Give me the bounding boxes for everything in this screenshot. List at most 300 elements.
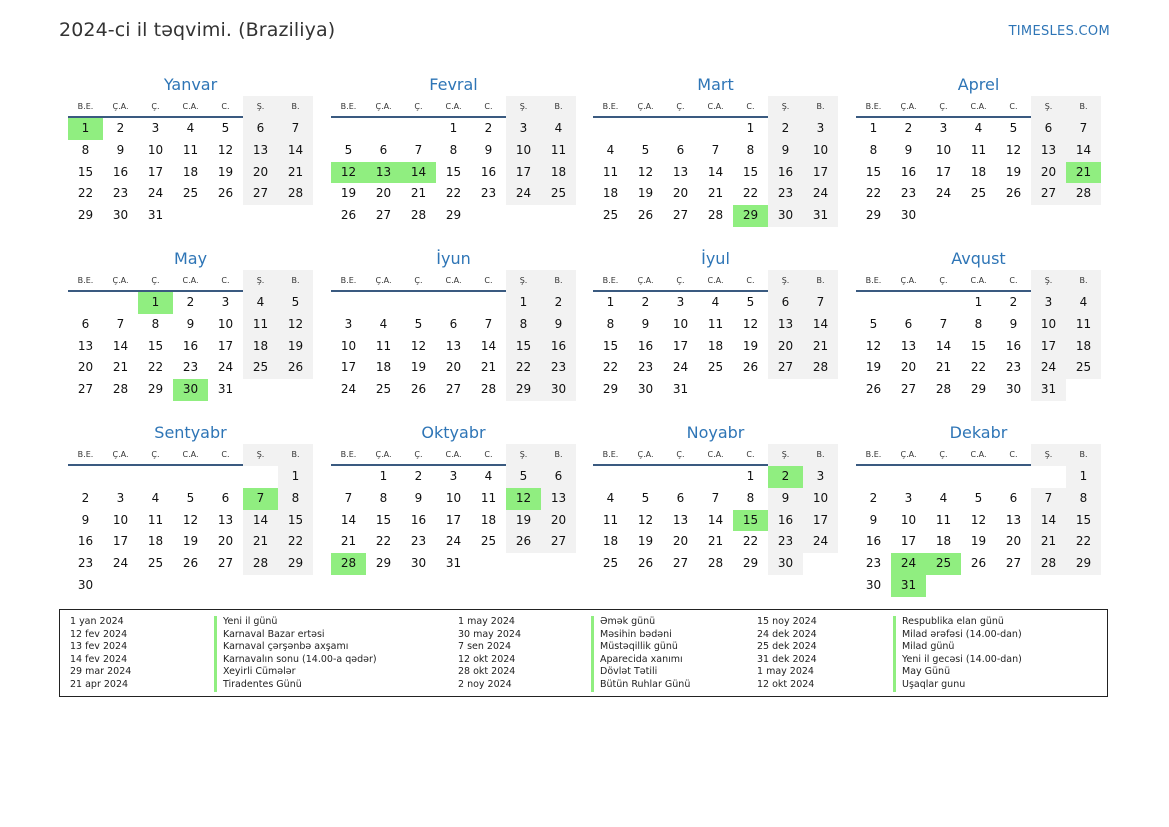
day-cell[interactable]: 26 [637,556,654,571]
day-cell[interactable]: 28 [480,382,497,397]
holiday-day-cell[interactable]: 12 [506,488,541,510]
day-cell[interactable]: 21 [340,534,357,549]
day-cell[interactable]: 8 [974,316,983,331]
day-cell[interactable]: 1 [606,295,615,309]
day-cell[interactable]: 23 [637,360,654,375]
holiday-day-cell[interactable]: 7 [243,488,278,510]
day-cell[interactable]: 9 [768,488,803,510]
day-cell[interactable]: 7 [1031,488,1066,510]
day-cell[interactable]: 28 [410,208,427,223]
day-cell[interactable]: 5 [344,142,353,157]
day-cell[interactable]: 25 [1066,357,1101,379]
day-cell[interactable]: 16 [1005,338,1022,353]
day-cell[interactable]: 27 [77,382,94,397]
day-cell[interactable]: 28 [1066,183,1101,205]
day-cell[interactable]: 18 [541,162,576,184]
day-cell[interactable]: 26 [970,556,987,571]
day-cell[interactable]: 30 [768,553,803,575]
day-cell[interactable]: 22 [445,186,462,201]
day-cell[interactable]: 30 [410,556,427,571]
day-cell[interactable]: 2 [81,490,90,505]
day-cell[interactable]: 22 [147,360,164,375]
day-cell[interactable]: 14 [340,512,357,527]
day-cell[interactable]: 12 [182,512,199,527]
day-cell[interactable]: 6 [768,292,803,314]
day-cell[interactable]: 6 [904,316,913,331]
day-cell[interactable]: 11 [182,142,199,157]
day-cell[interactable]: 29 [1066,553,1101,575]
day-cell[interactable]: 27 [900,382,917,397]
day-cell[interactable]: 3 [221,295,230,309]
day-cell[interactable]: 22 [375,534,392,549]
day-cell[interactable]: 6 [1031,118,1066,140]
day-cell[interactable]: 4 [711,295,720,309]
holiday-day-cell[interactable]: 29 [733,205,768,227]
day-cell[interactable]: 17 [672,338,689,353]
holiday-day-cell[interactable]: 21 [1066,162,1101,184]
day-cell[interactable]: 17 [445,512,462,527]
day-cell[interactable]: 1 [974,295,983,309]
day-cell[interactable]: 29 [742,556,759,571]
day-cell[interactable]: 17 [803,510,838,532]
day-cell[interactable]: 27 [768,357,803,379]
day-cell[interactable]: 22 [602,360,619,375]
day-cell[interactable]: 11 [541,140,576,162]
day-cell[interactable]: 23 [77,556,94,571]
day-cell[interactable]: 20 [900,360,917,375]
day-cell[interactable]: 1 [278,466,313,488]
day-cell[interactable]: 21 [278,162,313,184]
day-cell[interactable]: 24 [112,556,129,571]
day-cell[interactable]: 9 [869,512,878,527]
day-cell[interactable]: 23 [768,531,803,553]
day-cell[interactable]: 2 [186,295,195,309]
day-cell[interactable]: 24 [147,186,164,201]
holiday-day-cell[interactable]: 24 [891,553,926,575]
holiday-day-cell[interactable]: 1 [138,292,173,314]
day-cell[interactable]: 19 [865,360,882,375]
day-cell[interactable]: 4 [939,490,948,505]
day-cell[interactable]: 27 [672,208,689,223]
day-cell[interactable]: 26 [182,556,199,571]
day-cell[interactable]: 4 [484,469,493,483]
day-cell[interactable]: 4 [379,316,388,331]
day-cell[interactable]: 6 [449,316,458,331]
day-cell[interactable]: 18 [935,534,952,549]
day-cell[interactable]: 15 [77,164,94,179]
day-cell[interactable]: 14 [278,140,313,162]
day-cell[interactable]: 24 [1031,357,1066,379]
day-cell[interactable]: 2 [414,469,423,483]
day-cell[interactable]: 29 [375,556,392,571]
day-cell[interactable]: 26 [742,360,759,375]
day-cell[interactable]: 16 [410,512,427,527]
day-cell[interactable]: 7 [711,142,720,157]
day-cell[interactable]: 10 [803,140,838,162]
holiday-day-cell[interactable]: 2 [768,466,803,488]
day-cell[interactable]: 18 [375,360,392,375]
day-cell[interactable]: 3 [449,469,458,483]
day-cell[interactable]: 24 [935,186,952,201]
day-cell[interactable]: 25 [970,186,987,201]
day-cell[interactable]: 29 [77,208,94,223]
day-cell[interactable]: 21 [243,531,278,553]
day-cell[interactable]: 11 [602,512,619,527]
day-cell[interactable]: 5 [506,466,541,488]
day-cell[interactable]: 13 [672,164,689,179]
day-cell[interactable]: 21 [803,336,838,358]
day-cell[interactable]: 16 [865,534,882,549]
day-cell[interactable]: 30 [112,208,129,223]
day-cell[interactable]: 2 [484,121,493,135]
day-cell[interactable]: 16 [768,162,803,184]
day-cell[interactable]: 6 [81,316,90,331]
day-cell[interactable]: 19 [1005,164,1022,179]
day-cell[interactable]: 13 [1031,140,1066,162]
day-cell[interactable]: 11 [1066,314,1101,336]
day-cell[interactable]: 28 [112,382,129,397]
day-cell[interactable]: 1 [449,121,458,135]
day-cell[interactable]: 9 [768,140,803,162]
day-cell[interactable]: 25 [602,208,619,223]
day-cell[interactable]: 23 [112,186,129,201]
day-cell[interactable]: 20 [672,534,689,549]
day-cell[interactable]: 25 [707,360,724,375]
day-cell[interactable]: 15 [278,510,313,532]
day-cell[interactable]: 5 [641,142,650,157]
day-cell[interactable]: 18 [182,164,199,179]
day-cell[interactable]: 7 [939,316,948,331]
day-cell[interactable]: 24 [217,360,234,375]
day-cell[interactable]: 6 [676,142,685,157]
day-cell[interactable]: 28 [243,553,278,575]
day-cell[interactable]: 4 [243,292,278,314]
day-cell[interactable]: 10 [1031,314,1066,336]
day-cell[interactable]: 8 [1066,488,1101,510]
day-cell[interactable]: 8 [449,142,458,157]
day-cell[interactable]: 18 [1066,336,1101,358]
day-cell[interactable]: 30 [1005,382,1022,397]
day-cell[interactable]: 27 [541,531,576,553]
day-cell[interactable]: 2 [869,490,878,505]
day-cell[interactable]: 17 [1031,336,1066,358]
day-cell[interactable]: 13 [672,512,689,527]
day-cell[interactable]: 24 [803,183,838,205]
day-cell[interactable]: 17 [340,360,357,375]
day-cell[interactable]: 3 [1031,292,1066,314]
day-cell[interactable]: 25 [182,186,199,201]
day-cell[interactable]: 8 [606,316,615,331]
day-cell[interactable]: 7 [711,490,720,505]
day-cell[interactable]: 27 [672,556,689,571]
day-cell[interactable]: 3 [904,490,913,505]
day-cell[interactable]: 16 [77,534,94,549]
day-cell[interactable]: 5 [414,316,423,331]
day-cell[interactable]: 10 [803,488,838,510]
day-cell[interactable]: 1 [746,121,755,135]
day-cell[interactable]: 11 [707,316,724,331]
day-cell[interactable]: 21 [410,186,427,201]
day-cell[interactable]: 5 [278,292,313,314]
day-cell[interactable]: 12 [970,512,987,527]
day-cell[interactable]: 17 [112,534,129,549]
day-cell[interactable]: 15 [147,338,164,353]
day-cell[interactable]: 24 [445,534,462,549]
holiday-day-cell[interactable]: 31 [891,575,926,597]
day-cell[interactable]: 11 [243,314,278,336]
day-cell[interactable]: 19 [970,534,987,549]
day-cell[interactable]: 20 [77,360,94,375]
day-cell[interactable]: 19 [410,360,427,375]
day-cell[interactable]: 14 [707,512,724,527]
day-cell[interactable]: 9 [186,316,195,331]
day-cell[interactable]: 3 [676,295,685,309]
day-cell[interactable]: 6 [541,466,576,488]
day-cell[interactable]: 18 [602,534,619,549]
day-cell[interactable]: 4 [606,490,615,505]
day-cell[interactable]: 5 [869,316,878,331]
day-cell[interactable]: 6 [379,142,388,157]
day-cell[interactable]: 9 [641,316,650,331]
day-cell[interactable]: 22 [278,531,313,553]
day-cell[interactable]: 15 [602,338,619,353]
day-cell[interactable]: 11 [480,490,497,505]
day-cell[interactable]: 19 [182,534,199,549]
day-cell[interactable]: 30 [637,382,654,397]
day-cell[interactable]: 13 [77,338,94,353]
day-cell[interactable]: 17 [935,164,952,179]
day-cell[interactable]: 4 [151,490,160,505]
day-cell[interactable]: 26 [340,208,357,223]
day-cell[interactable]: 23 [410,534,427,549]
day-cell[interactable]: 29 [970,382,987,397]
day-cell[interactable]: 4 [974,121,983,135]
day-cell[interactable]: 8 [81,142,90,157]
day-cell[interactable]: 23 [865,556,882,571]
day-cell[interactable]: 22 [77,186,94,201]
day-cell[interactable]: 28 [707,556,724,571]
day-cell[interactable]: 22 [1066,531,1101,553]
day-cell[interactable]: 11 [935,512,952,527]
day-cell[interactable]: 28 [935,382,952,397]
day-cell[interactable]: 29 [602,382,619,397]
day-cell[interactable]: 27 [1031,183,1066,205]
day-cell[interactable]: 4 [541,118,576,140]
day-cell[interactable]: 26 [506,531,541,553]
day-cell[interactable]: 10 [900,512,917,527]
day-cell[interactable]: 5 [186,490,195,505]
day-cell[interactable]: 14 [112,338,129,353]
day-cell[interactable]: 9 [541,314,576,336]
day-cell[interactable]: 14 [803,314,838,336]
day-cell[interactable]: 1 [379,469,388,483]
day-cell[interactable]: 2 [768,118,803,140]
day-cell[interactable]: 1 [746,469,755,483]
day-cell[interactable]: 6 [676,490,685,505]
day-cell[interactable]: 18 [243,336,278,358]
day-cell[interactable]: 16 [637,338,654,353]
day-cell[interactable]: 20 [217,534,234,549]
day-cell[interactable]: 5 [1009,121,1018,135]
day-cell[interactable]: 19 [217,164,234,179]
day-cell[interactable]: 15 [742,164,759,179]
day-cell[interactable]: 7 [278,118,313,140]
day-cell[interactable]: 23 [900,186,917,201]
day-cell[interactable]: 15 [445,164,462,179]
day-cell[interactable]: 13 [445,338,462,353]
day-cell[interactable]: 7 [484,316,493,331]
day-cell[interactable]: 3 [803,118,838,140]
day-cell[interactable]: 30 [541,379,576,401]
day-cell[interactable]: 9 [484,142,493,157]
day-cell[interactable]: 12 [637,512,654,527]
day-cell[interactable]: 18 [970,164,987,179]
day-cell[interactable]: 21 [1031,531,1066,553]
day-cell[interactable]: 8 [278,488,313,510]
day-cell[interactable]: 13 [541,488,576,510]
day-cell[interactable]: 25 [147,556,164,571]
day-cell[interactable]: 27 [243,183,278,205]
day-cell[interactable]: 2 [904,121,913,135]
day-cell[interactable]: 10 [340,338,357,353]
day-cell[interactable]: 6 [221,490,230,505]
day-cell[interactable]: 20 [445,360,462,375]
day-cell[interactable]: 23 [1005,360,1022,375]
day-cell[interactable]: 12 [410,338,427,353]
day-cell[interactable]: 29 [865,208,882,223]
day-cell[interactable]: 9 [81,512,90,527]
day-cell[interactable]: 24 [803,531,838,553]
day-cell[interactable]: 15 [506,336,541,358]
day-cell[interactable]: 7 [1066,118,1101,140]
day-cell[interactable]: 7 [414,142,423,157]
day-cell[interactable]: 3 [116,490,125,505]
day-cell[interactable]: 22 [506,357,541,379]
day-cell[interactable]: 12 [1005,142,1022,157]
day-cell[interactable]: 27 [217,556,234,571]
holiday-day-cell[interactable]: 13 [366,162,401,184]
day-cell[interactable]: 10 [217,316,234,331]
day-cell[interactable]: 19 [637,186,654,201]
day-cell[interactable]: 13 [243,140,278,162]
day-cell[interactable]: 25 [480,534,497,549]
day-cell[interactable]: 29 [506,379,541,401]
day-cell[interactable]: 14 [707,164,724,179]
day-cell[interactable]: 21 [112,360,129,375]
day-cell[interactable]: 21 [935,360,952,375]
day-cell[interactable]: 12 [278,314,313,336]
day-cell[interactable]: 3 [939,121,948,135]
day-cell[interactable]: 30 [865,577,882,592]
day-cell[interactable]: 19 [637,534,654,549]
day-cell[interactable]: 25 [243,357,278,379]
day-cell[interactable]: 29 [445,208,462,223]
day-cell[interactable]: 26 [1005,186,1022,201]
day-cell[interactable]: 6 [243,118,278,140]
day-cell[interactable]: 12 [217,142,234,157]
day-cell[interactable]: 16 [112,164,129,179]
holiday-day-cell[interactable]: 12 [331,162,366,184]
day-cell[interactable]: 29 [147,382,164,397]
day-cell[interactable]: 18 [707,338,724,353]
day-cell[interactable]: 16 [768,510,803,532]
day-cell[interactable]: 21 [707,186,724,201]
day-cell[interactable]: 17 [506,162,541,184]
day-cell[interactable]: 14 [935,338,952,353]
day-cell[interactable]: 20 [1031,162,1066,184]
day-cell[interactable]: 26 [410,382,427,397]
day-cell[interactable]: 21 [480,360,497,375]
day-cell[interactable]: 14 [1066,140,1101,162]
day-cell[interactable]: 22 [742,534,759,549]
day-cell[interactable]: 11 [602,164,619,179]
day-cell[interactable]: 11 [147,512,164,527]
day-cell[interactable]: 27 [445,382,462,397]
day-cell[interactable]: 15 [865,164,882,179]
day-cell[interactable]: 16 [480,164,497,179]
day-cell[interactable]: 18 [147,534,164,549]
day-cell[interactable]: 31 [147,208,164,223]
day-cell[interactable]: 9 [904,142,913,157]
day-cell[interactable]: 29 [278,553,313,575]
day-cell[interactable]: 4 [186,121,195,135]
day-cell[interactable]: 30 [77,577,94,592]
day-cell[interactable]: 7 [344,490,353,505]
day-cell[interactable]: 2 [1009,295,1018,309]
day-cell[interactable]: 17 [217,338,234,353]
day-cell[interactable]: 23 [541,357,576,379]
day-cell[interactable]: 23 [480,186,497,201]
day-cell[interactable]: 8 [869,142,878,157]
day-cell[interactable]: 31 [803,205,838,227]
day-cell[interactable]: 15 [1066,510,1101,532]
day-cell[interactable]: 31 [1031,379,1066,401]
day-cell[interactable]: 3 [344,316,353,331]
day-cell[interactable]: 14 [480,338,497,353]
day-cell[interactable]: 2 [541,292,576,314]
day-cell[interactable]: 27 [375,208,392,223]
day-cell[interactable]: 1 [869,121,878,135]
day-cell[interactable]: 3 [506,118,541,140]
day-cell[interactable]: 12 [865,338,882,353]
day-cell[interactable]: 11 [375,338,392,353]
day-cell[interactable]: 28 [707,208,724,223]
day-cell[interactable]: 20 [672,186,689,201]
day-cell[interactable]: 1 [1066,466,1101,488]
day-cell[interactable]: 13 [900,338,917,353]
day-cell[interactable]: 4 [1066,292,1101,314]
day-cell[interactable]: 10 [506,140,541,162]
day-cell[interactable]: 26 [278,357,313,379]
day-cell[interactable]: 13 [217,512,234,527]
day-cell[interactable]: 28 [803,357,838,379]
day-cell[interactable]: 16 [541,336,576,358]
holiday-day-cell[interactable]: 28 [331,553,366,575]
day-cell[interactable]: 25 [375,382,392,397]
day-cell[interactable]: 21 [707,534,724,549]
day-cell[interactable]: 9 [116,142,125,157]
day-cell[interactable]: 5 [221,121,230,135]
day-cell[interactable]: 19 [278,336,313,358]
day-cell[interactable]: 7 [803,292,838,314]
day-cell[interactable]: 19 [742,338,759,353]
day-cell[interactable]: 31 [672,382,689,397]
day-cell[interactable]: 14 [1031,510,1066,532]
day-cell[interactable]: 19 [340,186,357,201]
day-cell[interactable]: 17 [147,164,164,179]
day-cell[interactable]: 10 [147,142,164,157]
day-cell[interactable]: 31 [217,382,234,397]
